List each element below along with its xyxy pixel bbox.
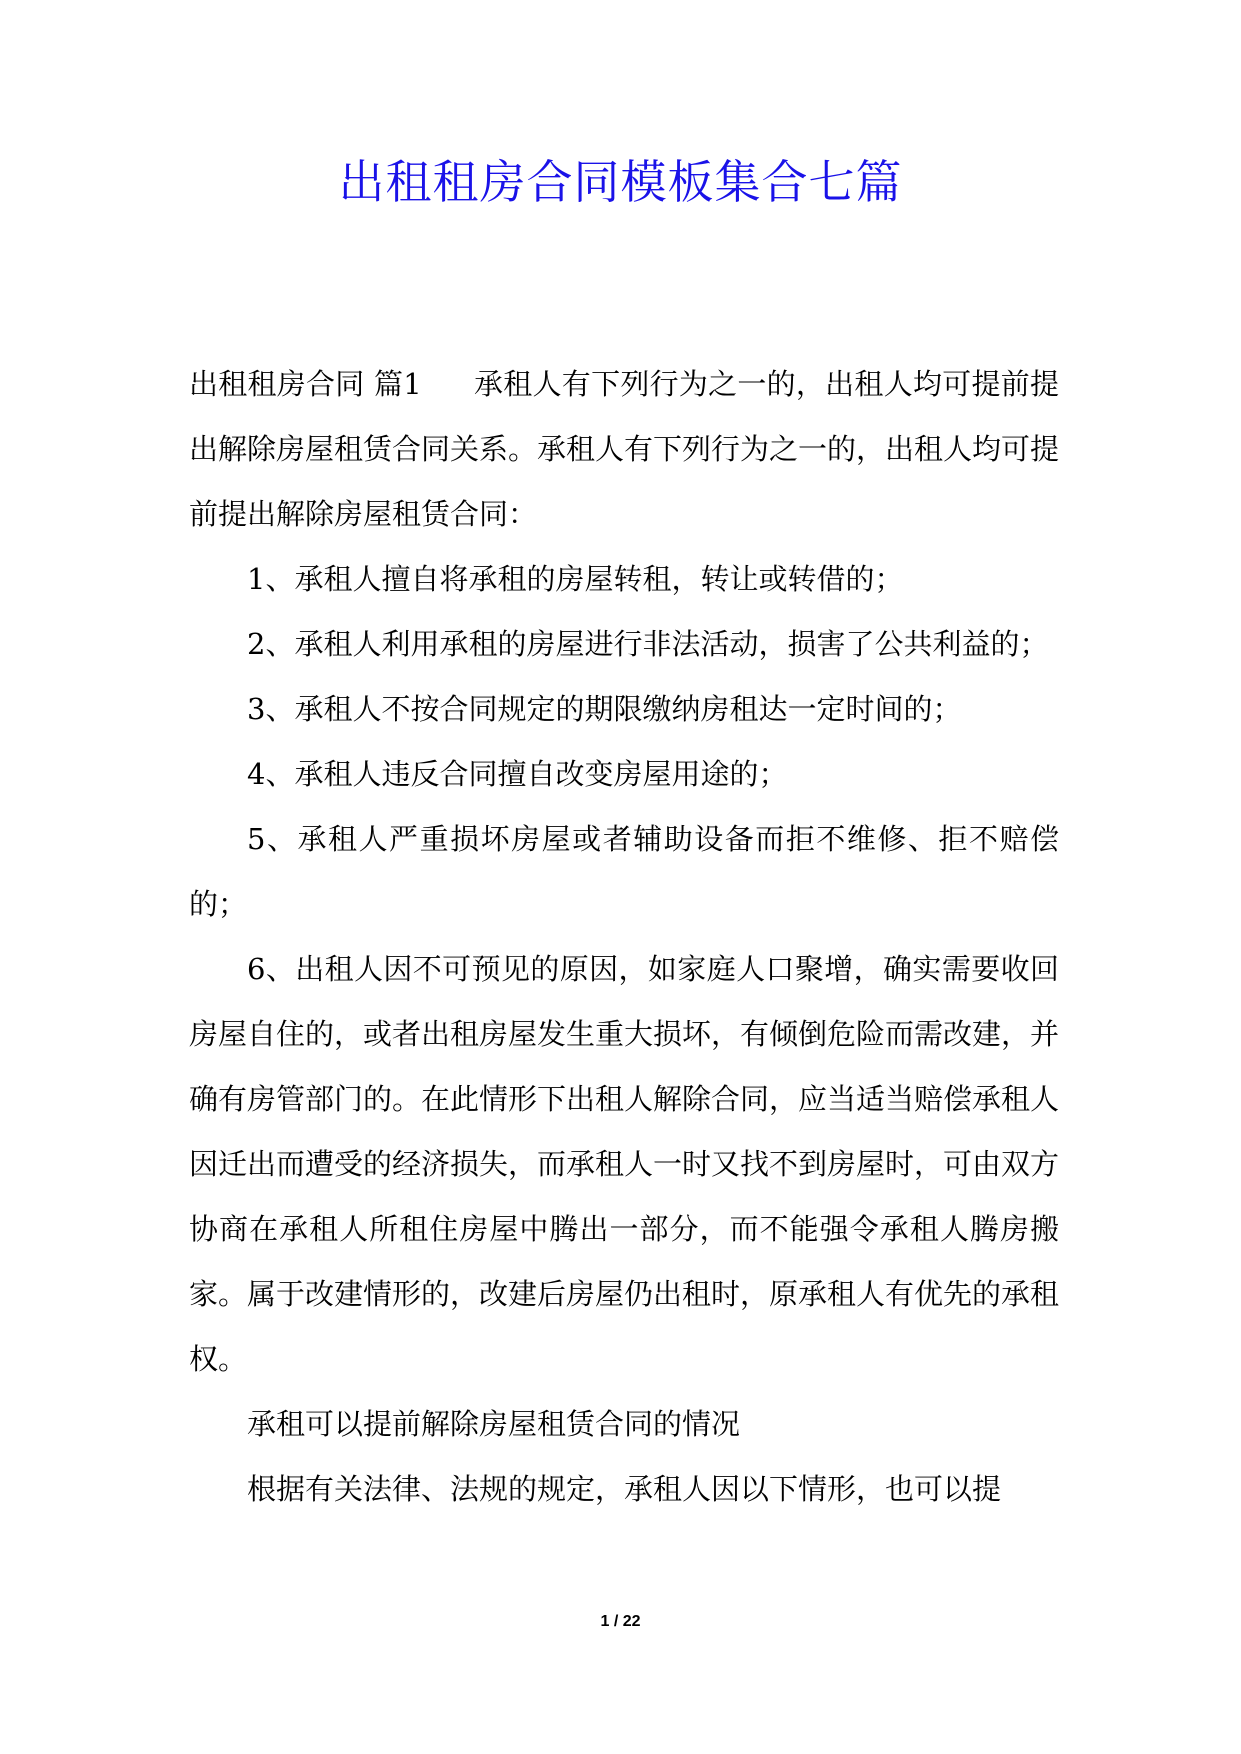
document-title: 出租租房合同模板集合七篇 [338, 155, 903, 209]
paragraph-text: 承租人有下列行为之一的，出租人均可提前提出解除房屋租赁合同关系。承租人有下列行为之一的，出租人均可提前提出解除房屋租赁合同： [189, 367, 1060, 531]
list-item-3: 3、承租人不按合同规定的期限缴纳房租达一定时间的； [247, 692, 962, 726]
subheading-paragraph: 承租可以提前解除房屋租赁合同的情况 [247, 1407, 741, 1441]
document-body [189, 352, 1059, 1522]
list-item-5: 5、承租人严重损坏房屋或者辅助设备而拒不维修、拒不赔偿的； [189, 822, 1059, 921]
paragraph-intro [189, 352, 1059, 547]
list-item-4: 4、承租人违反合同擅自改变房屋用途的； [247, 757, 788, 791]
paragraph-continued: 根据有关法律、法规的规定，承租人因以下情形，也可以提 [247, 1472, 1002, 1506]
list-item-6: 6、出租人因不可预见的原因，如家庭人口聚增，确实需要收回房屋自住的，或者出租房屋发生重大损坏，有倾倒危险而需改建，并确有房管部门的。在此情形下出租人解除合同，应当适当赔偿承租人因迁出而遭受的经济损失，而承租人一时又找不到房屋时，可由双方协商在承租人所租住房屋中腾出一部分，而不能强令承租人腾房搬家。属于改建情形的，改建后房屋仍出租时，原承租人有优先的承租权。 [189, 952, 1060, 1376]
section-heading: 出租租房合同 篇1 [189, 367, 422, 401]
list-item-1: 1、承租人擅自将承租的房屋转租，转让或转借的； [247, 562, 904, 596]
list-item-2: 2、承租人利用承租的房屋进行非法活动，损害了公共利益的； [247, 627, 1049, 661]
page-number: 1 / 22 [600, 1613, 641, 1630]
